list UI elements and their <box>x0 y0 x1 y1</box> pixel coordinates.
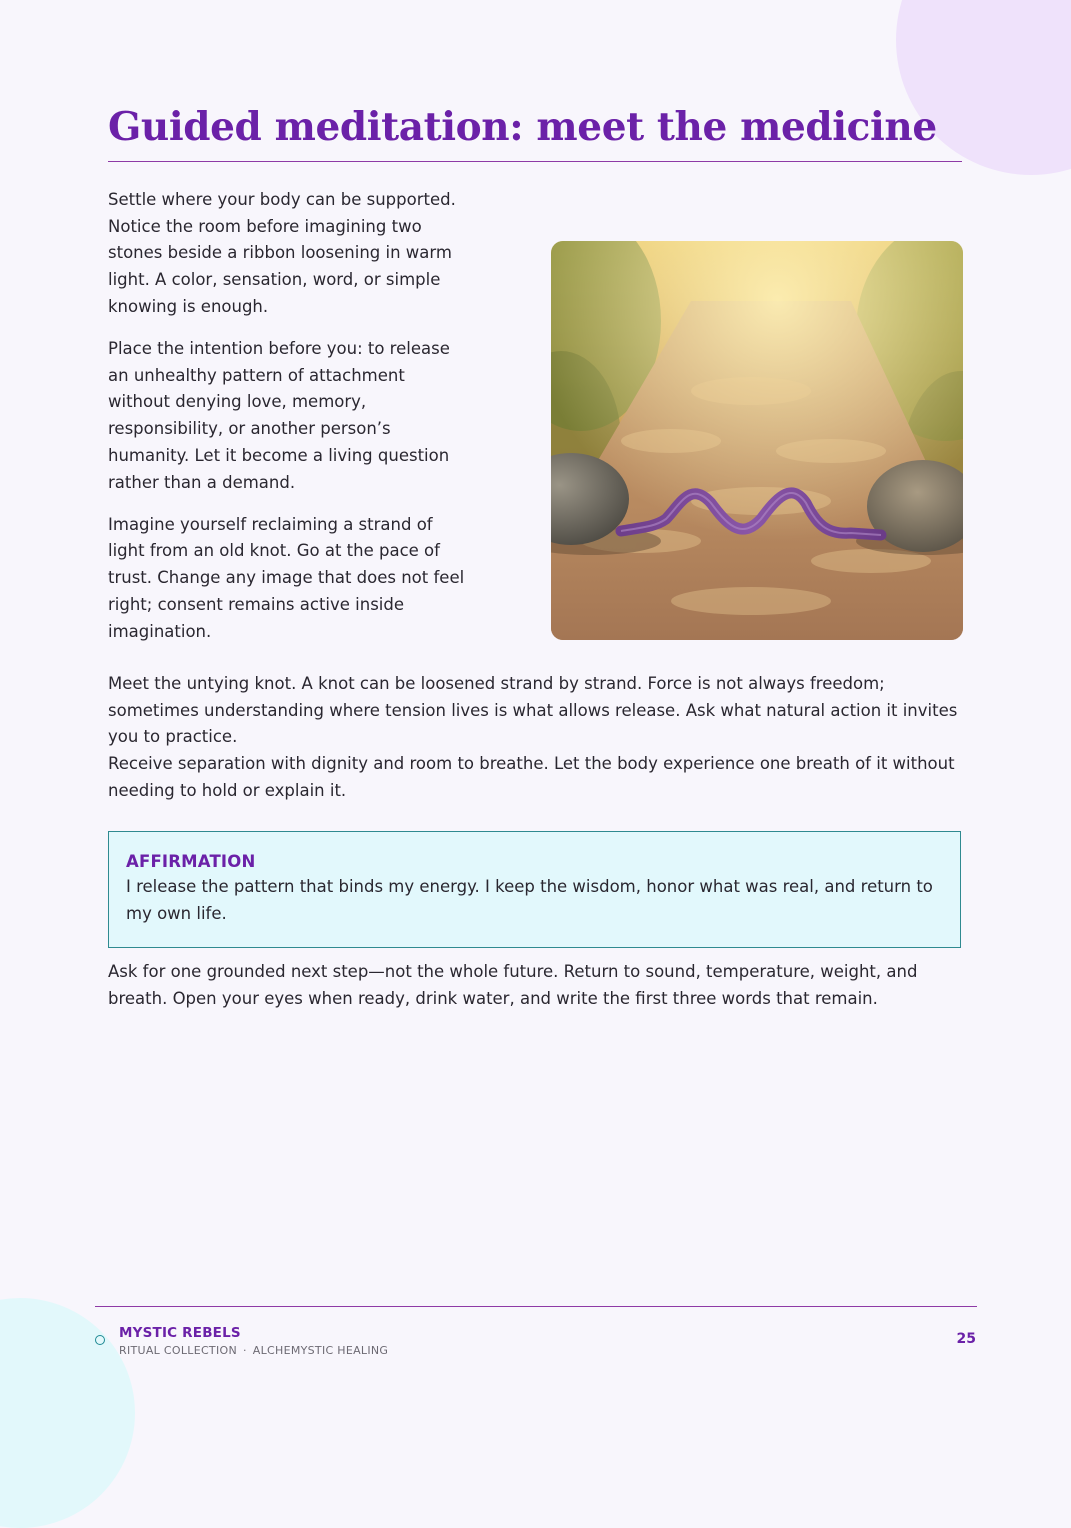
page-number: 25 <box>956 1331 976 1347</box>
paragraph-reclaim: Imagine yourself reclaiming a strand of light from an old knot. Go at the pace of trust. Change any image that does not feel right; consent remains active inside imagination. <box>108 514 465 641</box>
footer-subtitle <box>119 1344 388 1357</box>
paragraph-knot: Meet the untying knot. A knot can be loosened strand by strand. Force is not always freedom; sometimes understanding where tension lives is what allows release. Ask what natural action it invites you to practice. <box>108 674 958 747</box>
footer-series: ALCHEMYSTIC HEALING <box>252 1344 389 1357</box>
footer-separator: · <box>242 1344 247 1357</box>
stones-ribbon-photo-icon <box>551 241 963 640</box>
affirmation-text: I release the pattern that binds my energy. I keep the wisdom, honor what was real, and return to my own life. <box>126 877 933 923</box>
footer-collection: RITUAL COLLECTION <box>119 1344 237 1357</box>
paragraph-intention: Place the intention before you: to release an unhealthy pattern of attachment without denying love, memory, responsibility, or another person’s humanity. Let it become a living question rather than a demand. <box>108 339 450 492</box>
affirmation-label: AFFIRMATION <box>126 852 256 871</box>
meditation-photo <box>551 241 963 640</box>
intro-column <box>108 187 468 661</box>
decorative-circle-bottom <box>0 1298 135 1528</box>
footer-divider <box>95 1306 977 1307</box>
paragraph-separation: Receive separation with dignity and room to breathe. Let the body experience one breath of it without needing to hold or explain it. <box>108 754 955 800</box>
paragraph-closing: Ask for one grounded next step—not the whole future. Return to sound, temperature, weight, and breath. Open your eyes when ready, drink water, and write the first three words that remain. <box>108 962 918 1008</box>
footer-circle-icon <box>95 1335 105 1345</box>
page-title: Guided meditation: meet the medicine <box>108 104 937 150</box>
paragraph-settle: Settle where your body can be supported. Notice the room before imagining two stones beside a ribbon loosening in warm light. A color, sensation, word, or simple knowing is enough. <box>108 190 456 316</box>
footer-brand: MYSTIC REBELS <box>119 1325 241 1341</box>
affirmation-box <box>108 831 961 948</box>
title-divider <box>108 161 962 162</box>
